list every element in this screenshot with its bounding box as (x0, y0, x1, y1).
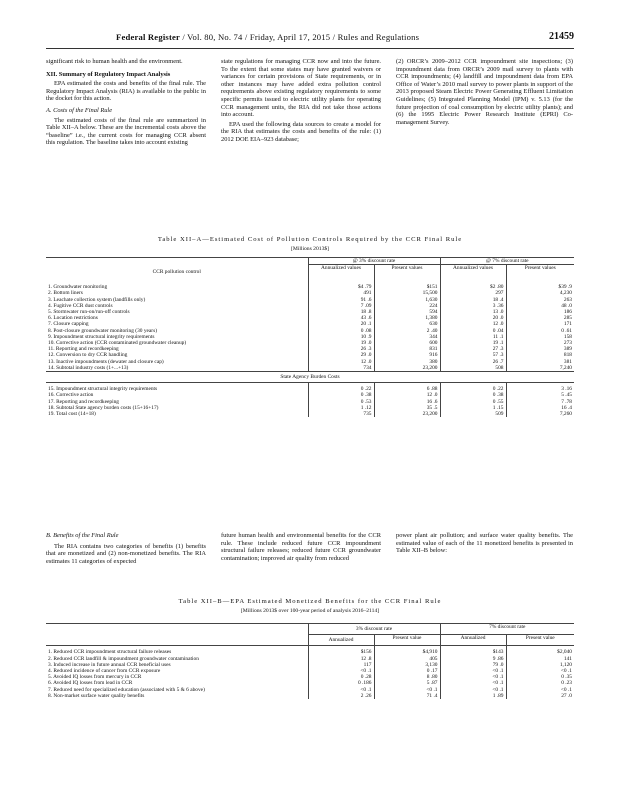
cell-annualized-3: 7 .09 (308, 303, 374, 309)
cell-annualized-3: 0 .08 (308, 328, 374, 334)
cell-present-7: 48 .0 (506, 303, 574, 309)
cell-row-label: 5. Avoided IQ losses from mercury in CCR (48, 674, 142, 681)
column-2 (221, 58, 381, 144)
table-a-annualized-3: Annualized values (308, 265, 374, 282)
cell-present-3: 630 (374, 321, 440, 327)
cell-present-7: 273 (506, 340, 574, 346)
cell-annualized-7: 0 .55 (440, 399, 506, 405)
cell-annualized-3: 2 .26 (308, 693, 374, 699)
cell-row-label: 4. Reduced incidence of cancer from CCR exposure (48, 668, 161, 675)
cell-present-7: 158 (506, 334, 574, 340)
cell-present-3: <0 .1 (374, 687, 440, 693)
table-b-present-7: Present value (506, 635, 574, 646)
cell-present-3: 344 (374, 334, 440, 340)
cell-row-label: 19. Total cost (14+18) (48, 411, 96, 418)
table-a (46, 257, 574, 417)
cell-present-3: 2 .40 (374, 328, 440, 334)
cell-annualized-3: 43 .6 (308, 315, 374, 321)
cell-present-7: 5 .45 (506, 392, 574, 398)
cell-present-3: 831 (374, 346, 440, 352)
page-number: 21459 (549, 31, 574, 42)
cell-annualized-7: 27 .3 (440, 346, 506, 352)
cell-annualized-3: 117 (308, 662, 374, 668)
cell-present-7: 141 (506, 656, 574, 662)
cell-annualized-7: 0 .38 (440, 392, 506, 398)
benefits-column-3 (396, 532, 573, 555)
table-a-present-7: Present values (506, 265, 574, 282)
section-heading: XII. Summary of Regulatory Impact Analysis (46, 70, 171, 78)
cell-present-3: 5 .87 (374, 680, 440, 686)
cell-annualized-3: 12 .0 (308, 359, 374, 365)
table-b-present-3: Present value (374, 635, 440, 646)
table-b-subtitle: [Millions 2013$ over 100-year period of analysis 2016–2114] (240, 608, 380, 614)
table-b-annualized-3: Annualized (308, 635, 374, 646)
paragraph: future human health and environmental benefits for the CCR rule. These include reduced future CCR impoundment structural failure releases; reduced future CCR groundwater contamination; improved air quality from reduced (221, 532, 381, 562)
cell-annualized-7: <0 .1 (440, 687, 506, 693)
cell-annualized-3: 734 (308, 365, 374, 372)
cell-annualized-7: <0 .1 (440, 674, 506, 680)
column-1 (46, 58, 206, 147)
cell-row-label: 14. Subtotal industry costs (1+...+13) (48, 364, 129, 371)
cell-row-label: 2. Reduced CCR landfill & impoundment groundwater contamination (48, 655, 199, 662)
cell-annualized-7: 12 .0 (440, 321, 506, 327)
cell-row-label: 18. Subtotal State agency burden costs (15+16+17) (48, 404, 159, 411)
cell-present-7: 1,120 (506, 662, 574, 668)
table-b (46, 623, 574, 699)
table-b-annualized-7: Annualized (440, 635, 506, 646)
cell-present-3: 1,630 (374, 297, 440, 303)
cell-annualized-3: 19 .0 (308, 340, 374, 346)
table-row (46, 411, 574, 417)
cell-annualized-7: 26 .7 (440, 359, 506, 365)
cell-annualized-7: 1 .15 (440, 405, 506, 411)
cell-present-3: 224 (374, 303, 440, 309)
cell-annualized-3: 12 .8 (308, 656, 374, 662)
subsection-heading: A. Costs of the Final Rule (46, 106, 113, 114)
benefits-column-1 (46, 532, 206, 565)
cell-present-7: 7,240 (506, 365, 574, 372)
cell-present-7: 186 (506, 309, 574, 315)
subsection-heading: B. Benefits of the Final Rule (46, 532, 119, 539)
journal-name: Federal Register (116, 32, 181, 42)
table-a-subtitle: [Millions 2013$] (290, 246, 330, 252)
table-b-title: Table XII–B—EPA Estimated Monetized Benefits for the CCR Final Rule (178, 598, 442, 605)
cell-row-label: 2. Bottom liners (48, 290, 83, 297)
cell-annualized-3: 10 .9 (308, 334, 374, 340)
cell-row-label: 11. Reporting and recordkeeping (48, 346, 119, 353)
cell-annualized-3: $156 (308, 646, 374, 656)
table-a-present-3: Present values (374, 265, 440, 282)
paragraph: state regulations for managing CCR now and into the future. To the extent that some states may have granted waivers or variances for certain provisions of State requirements, or in other instances may have added extra pollution control requirements above existing regulatory requirements to some specific permits issued to electric utility plants for operating CCR management units, the RIA did not take those actions into account. (221, 58, 381, 119)
cell-present-3: 594 (374, 309, 440, 315)
cell-annualized-7: <0 .1 (440, 680, 506, 686)
table-row (46, 646, 574, 656)
cell-annualized-7: 0 .04 (440, 328, 506, 334)
cell-row-label: 6. Location restrictions (48, 315, 98, 322)
cell-annualized-3: 18 .8 (308, 309, 374, 315)
cell-present-3: 35 .5 (374, 405, 440, 411)
cell-annualized-7: 9 .86 (440, 656, 506, 662)
cell-annualized-7: 11 .1 (440, 334, 506, 340)
cell-row-label: 16. Corrective action (48, 392, 94, 399)
cell-present-7: 4,230 (506, 290, 574, 296)
cell-present-7: 285 (506, 315, 574, 321)
cell-annualized-3: 0 .28 (308, 674, 374, 680)
cell-annualized-3: 0 .53 (308, 399, 374, 405)
cell-row-label: 17. Reporting and recordkeeping (48, 398, 119, 405)
cell-annualized-7: 18 .4 (440, 297, 506, 303)
cell-annualized-3: 26 .3 (308, 346, 374, 352)
cell-annualized-3: 0 .186 (308, 680, 374, 686)
cell-present-7: 27 .0 (506, 693, 574, 699)
cell-present-7: 16 .4 (506, 405, 574, 411)
cell-annualized-3: $4 .79 (308, 281, 374, 290)
cell-annualized-3: 20 .1 (308, 321, 374, 327)
table-row (46, 281, 574, 290)
cell-annualized-7: 19 .1 (440, 340, 506, 346)
cell-annualized-3: <0 .1 (308, 668, 374, 674)
table-a-state-heading: State Agency Burden Costs (280, 374, 340, 381)
cell-annualized-7: 297 (440, 290, 506, 296)
paragraph: significant risk to human health and the environment. (46, 58, 183, 65)
paragraph: power plant air pollution; and surface water quality benefits. The estimated value of each of the 11 monetized benefits is presented in Table XII–B below: (396, 532, 573, 555)
cell-present-3: 1,380 (374, 315, 440, 321)
cell-row-label: 1. Groundwater monitoring (48, 284, 108, 291)
cell-present-7: $2,040 (506, 646, 574, 656)
paragraph: EPA used the following data sources to create a model for the RIA that estimates the costs and benefits of the rule: (1) 2012 DOE EIA–923 database; (221, 120, 381, 143)
cell-present-7: 389 (506, 346, 574, 352)
cell-present-3: 23,200 (374, 411, 440, 417)
table-a-col-head: CCR pollution control (152, 268, 201, 275)
cell-present-7: 0 .23 (506, 680, 574, 686)
cell-annualized-3: 0 .38 (308, 392, 374, 398)
column-3 (396, 58, 573, 126)
cell-present-3: 71 .4 (374, 693, 440, 699)
paragraph: EPA estimated the costs and benefits of the final rule. The Regulatory Impact Analysis (RIA) is available to the public in the docket for this action. (46, 80, 206, 103)
cell-present-7: <0 .1 (506, 668, 574, 674)
paragraph: The RIA contains two categories of benefits (1) benefits that are monetized and (2) non-monetized benefits. The RIA estimates 11 categories of expected (46, 542, 206, 565)
cell-present-3: 15,500 (374, 290, 440, 296)
paragraph: The estimated costs of the final rule are summarized in Table XII–A below. These are the incremental costs above the “baseline” i.e., the current costs for managing CCR absent this regulation. The baseline takes into account existing (46, 116, 206, 147)
table-a-annualized-7: Annualized values (440, 265, 506, 282)
cell-annualized-3: 491 (308, 290, 374, 296)
cell-present-3: 916 (374, 352, 440, 358)
cell-row-label: 1. Reduced CCR impoundment structural failure releases (48, 649, 172, 656)
cell-annualized-3: <0 .1 (308, 687, 374, 693)
cell-present-7: 7,260 (506, 411, 574, 417)
cell-annualized-3: 0 .22 (308, 383, 374, 393)
cell-present-3: 6 .88 (374, 383, 440, 393)
cell-row-label: 8. Non-market surface water quality benefits (48, 692, 145, 699)
cell-row-label: 5. Stormwater run-on/run-off controls (48, 309, 130, 316)
cell-present-7: 7 .78 (506, 399, 574, 405)
cell-annualized-7: 509 (440, 411, 506, 417)
cell-annualized-7: 57 .3 (440, 352, 506, 358)
cell-row-label: 10. Corrective action (CCR contaminated groundwater cleanup) (48, 340, 187, 347)
cell-row-label: 13. Inactive impoundments (dewater and closure cap) (48, 358, 164, 365)
cell-annualized-7: 1 .89 (440, 693, 506, 699)
benefits-column-2 (221, 532, 381, 562)
cell-present-3: 380 (374, 359, 440, 365)
cell-present-7: 0 .61 (506, 328, 574, 334)
cell-annualized-7: 79 .0 (440, 662, 506, 668)
table-row (46, 365, 574, 372)
cell-row-label: 6. Avoided IQ losses from lead in CCR (48, 680, 133, 687)
cell-row-label: 7. Closure capping (48, 321, 89, 328)
cell-present-3: 12 .0 (374, 392, 440, 398)
cell-present-3: $151 (374, 281, 440, 290)
issue-info: / Vol. 80, No. 74 / Friday, April 17, 2015 / Rules and Regulations (182, 32, 420, 42)
cell-annualized-3: 735 (308, 411, 374, 417)
cell-row-label: 8. Post-closure groundwater monitoring (30 years) (48, 327, 157, 334)
table-a-title: Table XII–A—Estimated Cost of Pollution Controls Required by the CCR Final Rule (157, 236, 463, 243)
cell-annualized-7: 508 (440, 365, 506, 372)
cell-present-7: 3 .16 (506, 383, 574, 393)
table-row (46, 383, 574, 393)
cell-annualized-7: 13 .0 (440, 309, 506, 315)
cell-present-3: 16 .6 (374, 399, 440, 405)
cell-present-7: 818 (506, 352, 574, 358)
cell-annualized-7: 0 .22 (440, 383, 506, 393)
cell-present-3: 405 (374, 656, 440, 662)
cell-present-3: 3,130 (374, 662, 440, 668)
cell-annualized-7: $2 .80 (440, 281, 506, 290)
cell-row-label: 9. Impoundment structural integrity requirements (48, 333, 155, 340)
cell-row-label: 12. Conversion to dry CCR handling (48, 352, 128, 359)
cell-present-7: 263 (506, 297, 574, 303)
cell-row-label: 4. Fugitive CCR dust controls (48, 302, 113, 309)
header-rule (46, 48, 574, 49)
cell-annualized-7: 3 .36 (440, 303, 506, 309)
cell-annualized-7: <0 .1 (440, 668, 506, 674)
cell-present-7: 171 (506, 321, 574, 327)
running-head (116, 32, 419, 42)
table-b-rate-3: 3% discount rate (308, 624, 440, 635)
cell-present-7: 381 (506, 359, 574, 365)
cell-row-label: 7. Reduced need for specialized education (associated with 5 & 6 above) (48, 686, 205, 693)
cell-present-7: 0 .35 (506, 674, 574, 680)
table-b-rate-7: 7% discount rate (440, 624, 574, 635)
cell-row-label: 3. Leachate collection system (landfills only) (48, 296, 146, 303)
table-a-rate-7: @ 7% discount rate (440, 258, 574, 265)
cell-present-3: 8 .80 (374, 674, 440, 680)
page-header (46, 32, 574, 46)
cell-annualized-7: 20 .0 (440, 315, 506, 321)
cell-present-3: 0 .17 (374, 668, 440, 674)
cell-present-7: $39 .9 (506, 281, 574, 290)
cell-present-3: $4,910 (374, 646, 440, 656)
cell-present-3: 600 (374, 340, 440, 346)
table-a-rate-3: @ 3% discount rate (308, 258, 440, 265)
cell-row-label: 15. Impoundment structural integrity requirements (48, 386, 158, 393)
table-row (46, 693, 574, 699)
cell-present-7: <0 .1 (506, 687, 574, 693)
cell-annualized-7: $143 (440, 646, 506, 656)
cell-annualized-3: 29 .0 (308, 352, 374, 358)
cell-row-label: 3. Induced increase in future annual CCR beneficial uses (48, 661, 171, 668)
cell-present-3: 23,200 (374, 365, 440, 372)
cell-annualized-3: 1 .12 (308, 405, 374, 411)
cell-annualized-3: 91 .6 (308, 297, 374, 303)
paragraph: (2) ORCR’s 2009–2012 CCR impoundment site inspections; (3) impoundment data from ORCR’s 2009 mail survey to plants with CCR impoundments; (4) landfill and impoundment data from EPA Office of Water’s 2010 mail survey to power plants in support of the 2013 proposed Steam Electric Power Generating Effluent Limitation Guidelines; (5) Integrated Planning Model (IPM) v. 5.13 (for the future projection of coal consumption by electric utility plants); and (6) the 1995 Electric Power Research Institute (EPRI) Co-management Survey. (396, 58, 573, 126)
